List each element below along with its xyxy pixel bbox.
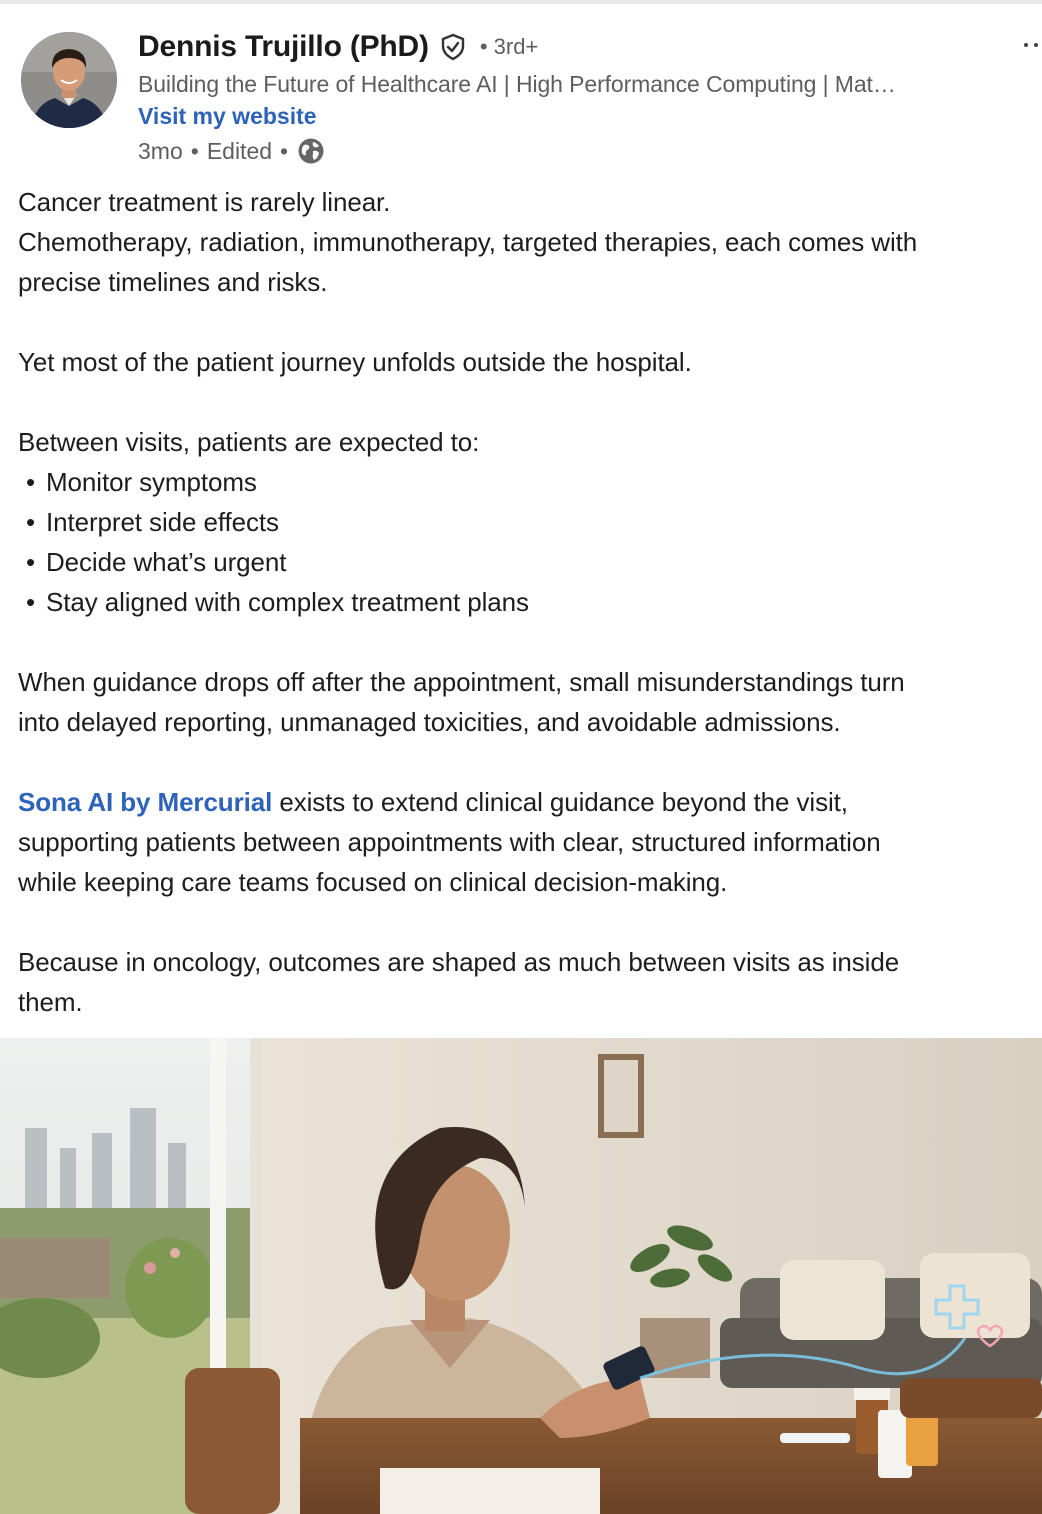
post-header	[0, 0, 1042, 175]
company-mention-link[interactable]: Sona AI by Mercurial	[18, 787, 273, 817]
bullet-item	[18, 542, 1038, 582]
verified-shield-icon	[438, 32, 468, 62]
bullet-text: Interpret side effects	[46, 507, 279, 537]
bullet-item	[18, 502, 1038, 542]
author-name[interactable]: Dennis Trujillo (PhD)	[138, 30, 429, 63]
post-line: precise timelines and risks.	[18, 267, 328, 297]
post-line: When guidance drops off after the appointment, small misunderstandings turn	[18, 667, 905, 697]
post-meta	[138, 137, 325, 165]
post-age: 3mo	[138, 137, 183, 164]
meta-separator: •	[190, 137, 199, 164]
post-line: Yet most of the patient journey unfolds outside the hospital.	[18, 347, 692, 377]
meta-separator: •	[280, 137, 289, 164]
post-line: into delayed reporting, unmanaged toxicities, and avoidable admissions.	[18, 707, 841, 737]
post-line: Because in oncology, outcomes are shaped as much between visits as inside	[18, 947, 900, 977]
connection-degree: • 3rd+	[479, 34, 539, 59]
post-image[interactable]	[0, 1038, 1042, 1514]
bullet-dot: •	[26, 547, 36, 577]
post-line: Chemotherapy, radiation, immunotherapy, targeted therapies, each comes with	[18, 227, 918, 257]
post-line: while keeping care teams focused on clinical decision-making.	[18, 867, 728, 897]
post-line: Cancer treatment is rarely linear.	[18, 187, 391, 217]
bullet-text: Monitor symptoms	[46, 467, 257, 497]
author-avatar[interactable]	[21, 32, 117, 128]
post-line: Between visits, patients are expected to:	[18, 427, 480, 457]
post-line	[18, 782, 1038, 822]
author-name-row	[138, 30, 538, 64]
post-text	[18, 182, 1038, 1022]
post-line: them.	[18, 987, 83, 1017]
post-line: supporting patients between appointments with clear, structured information	[18, 827, 881, 857]
author-headline: Building the Future of Healthcare AI | High Performance Computing | Mat…	[138, 71, 896, 97]
globe-icon	[297, 137, 325, 165]
visit-website-link[interactable]: Visit my website	[138, 103, 317, 129]
bullet-dot: •	[26, 467, 36, 497]
bullet-dot: •	[26, 587, 36, 617]
more-options-icon[interactable]	[1018, 32, 1042, 52]
bullet-item	[18, 582, 1038, 622]
post-line-text: exists to extend clinical guidance beyond the visit,	[272, 787, 848, 817]
bullet-dot: •	[26, 507, 36, 537]
bullet-text: Stay aligned with complex treatment plans	[46, 587, 529, 617]
bullet-item	[18, 462, 1038, 502]
edited-label: Edited	[206, 137, 273, 164]
bullet-text: Decide what’s urgent	[46, 547, 287, 577]
